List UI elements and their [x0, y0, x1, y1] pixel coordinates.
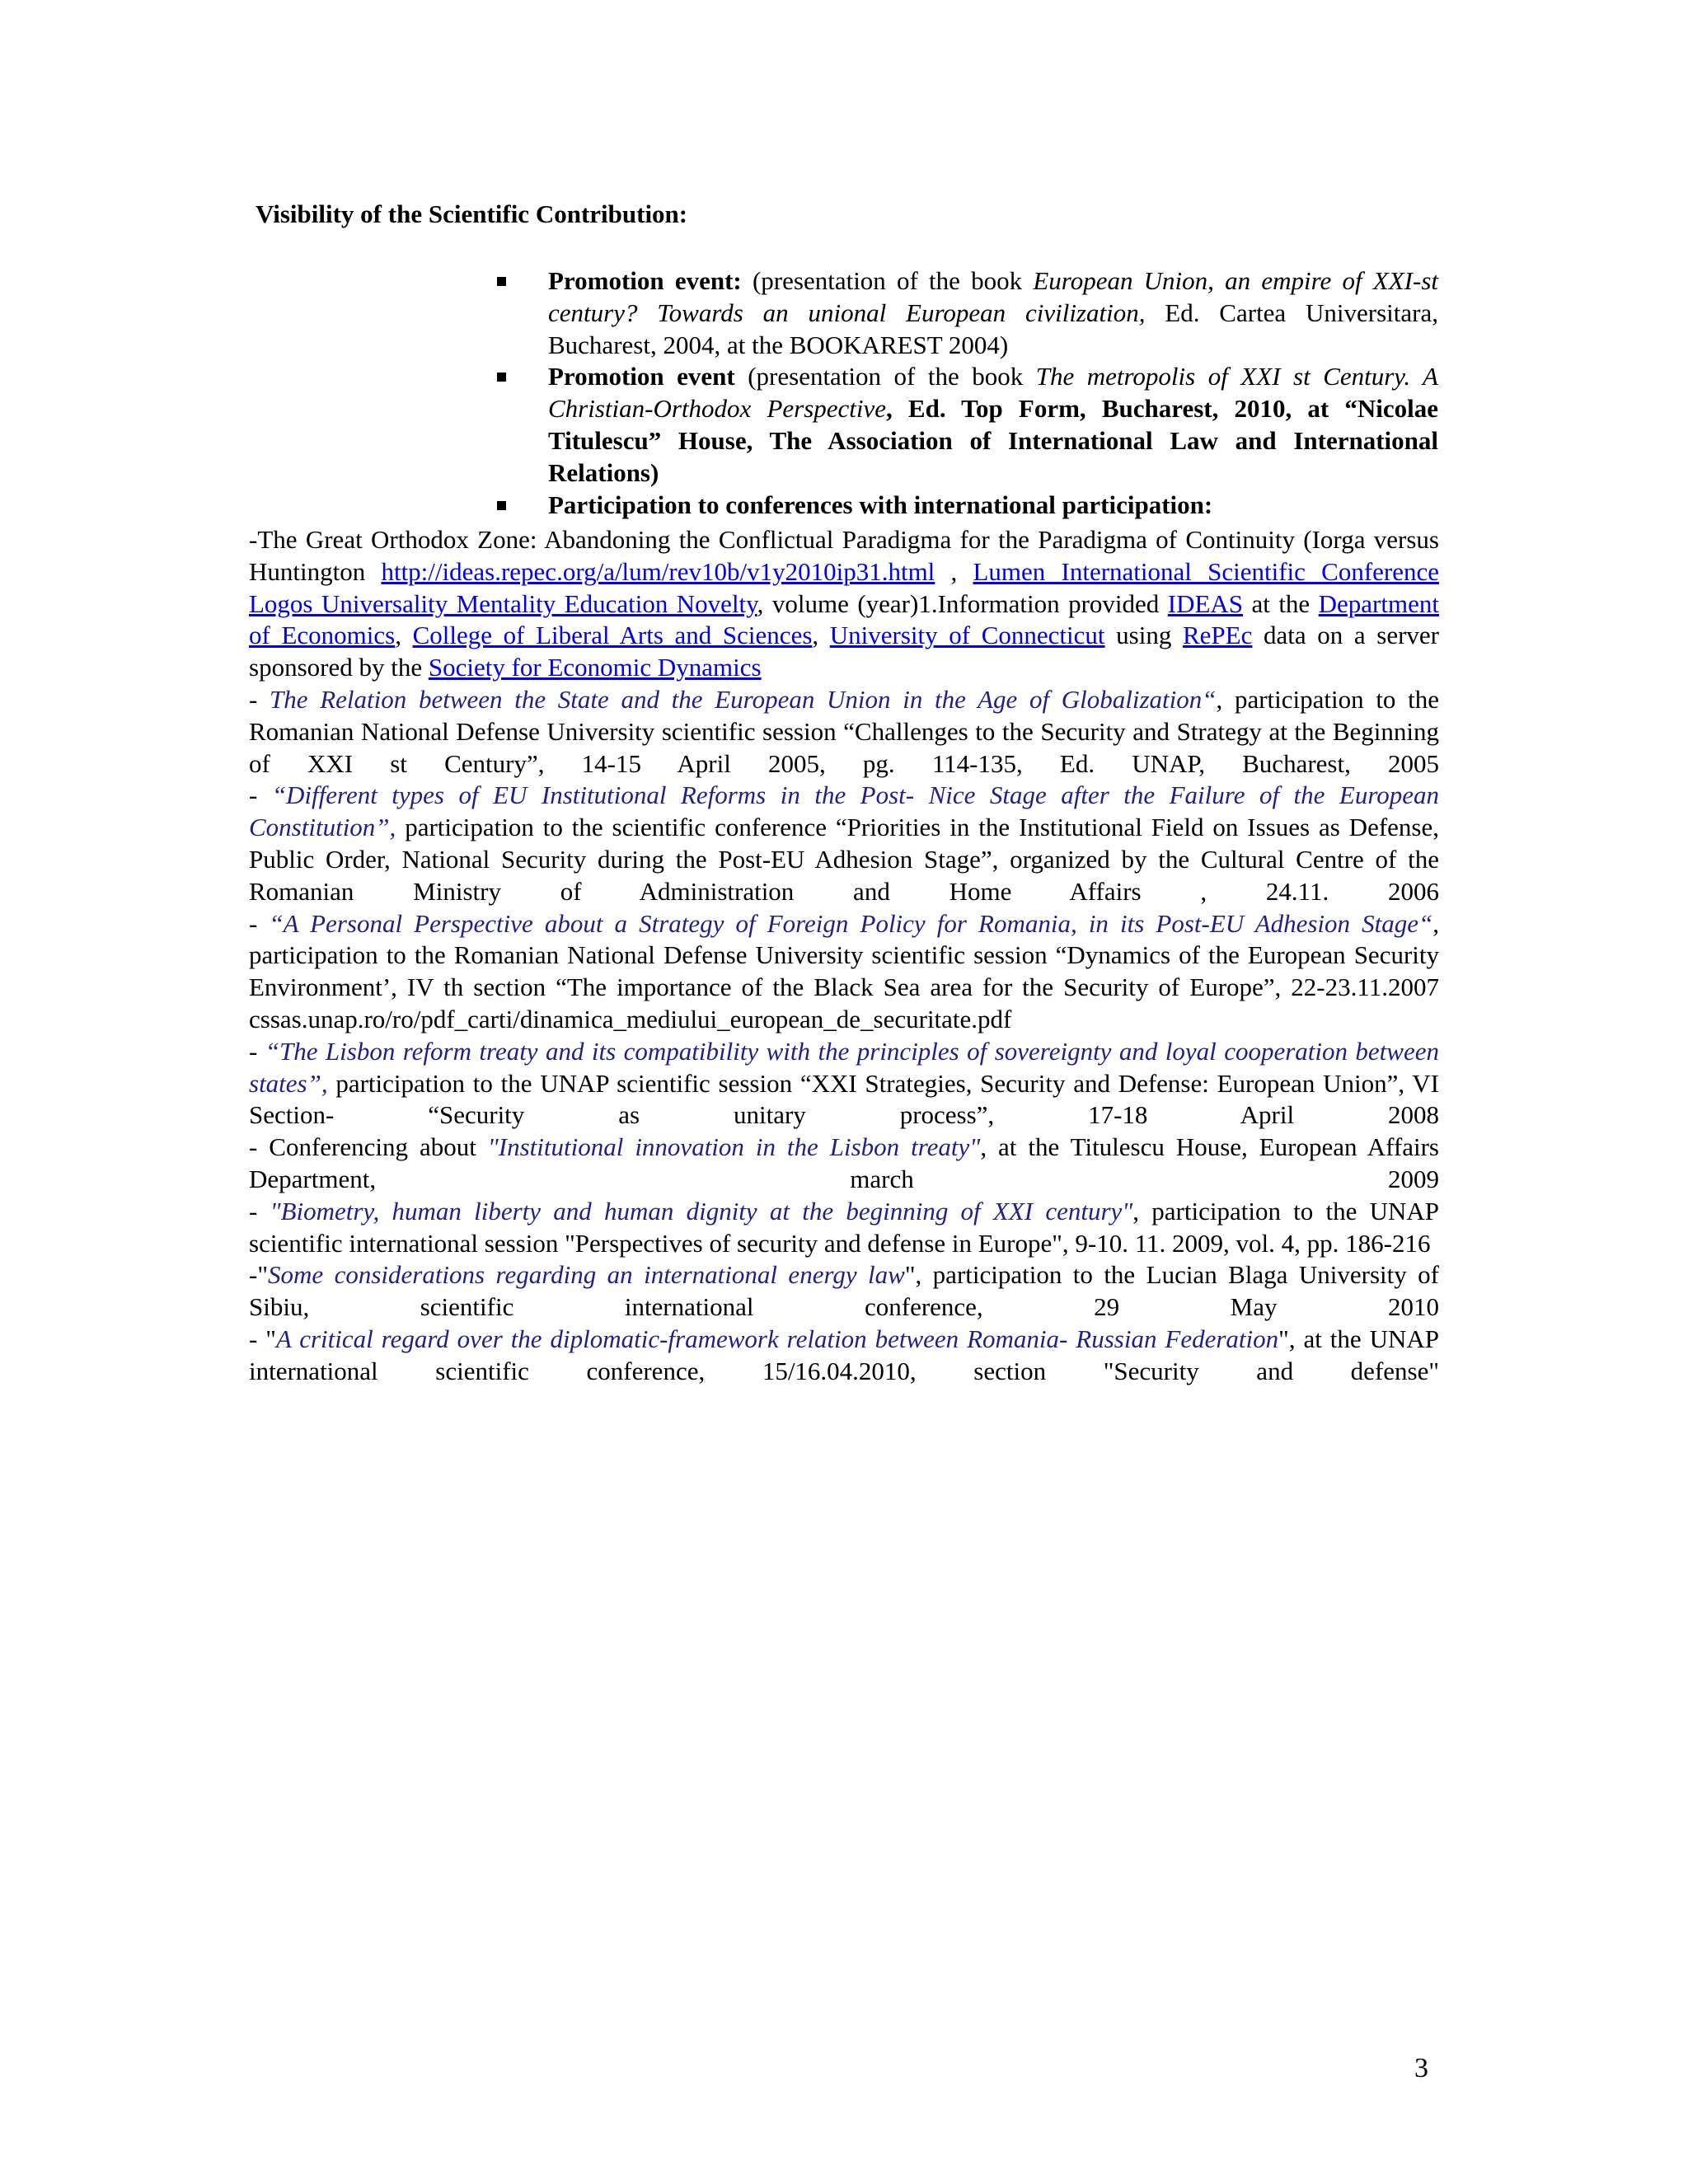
bullet-lead: Promotion event	[548, 362, 735, 391]
entry-text: -	[249, 908, 270, 938]
entry-lisbon-reform-treaty	[249, 1036, 1439, 1132]
entry-text: ,	[812, 621, 830, 650]
department-economics-link[interactable]: Department of Economics	[249, 588, 1439, 650]
bullet-text: Ed. Cartea Universitara, Bucharest, 2004, at the BOOKAREST 2004)	[548, 298, 1438, 359]
entry-text: using	[1104, 621, 1183, 650]
entry-text: -	[249, 780, 272, 810]
entry-title: "Biometry, human liberty and human dignity at the beginning of XXI century"	[270, 1196, 1133, 1226]
repec-article-link[interactable]: http://ideas.repec.org/a/lum/rev10b/v1y2010ip31.html	[381, 556, 935, 586]
book-title: The metropolis of XXI st Century. A Christian-Orthodox Perspective	[548, 362, 1438, 424]
entry-text: -	[249, 1196, 270, 1226]
entry-text: -The Great Orthodox Zone: Abandoning the Conflictual Paradigma for the Paradigma of Continuity (Iorga versus Huntington	[249, 525, 1439, 586]
entry-text: ,	[395, 621, 413, 650]
entry-text: ", at the UNAP international scientific conference, 15/16.04.2010, section "Security and defense"	[249, 1324, 1439, 1385]
entry-title: Some considerations regarding an international energy law	[267, 1260, 905, 1290]
entry-title: A critical regard over the diplomatic-framework relation between Romania- Russian Federation	[275, 1324, 1279, 1353]
bullet-lead: Promotion event:	[548, 266, 742, 295]
bullet-text: (presentation of the book	[734, 362, 1036, 391]
entry-text: , participation to the Romanian National Defense University scientific session “Challenges to the Security and Strategy at the Beginning of XXI st Century”, 14-15 April 2005, pg. 114-135, Ed. UNAP, Bucharest, 2005	[249, 684, 1440, 778]
entry-text: ,	[935, 556, 973, 586]
bullet-text: (presentation of the book	[741, 266, 1034, 295]
bullet-bold-text: , Ed. Top Form, Bucharest, 2010, at “Nicolae Titulescu” House, The Association of International Law and International Relations)	[548, 394, 1438, 487]
section-heading: Visibility of the Scientific Contribution:	[256, 199, 688, 228]
entry-text: - "	[249, 1324, 276, 1353]
entry-title: “The Lisbon reform treaty and its compatibility with the principles of sovereignty and loyal cooperation between states”,	[249, 1036, 1439, 1098]
entry-title: "Institutional innovation in the Lisbon treaty"	[487, 1132, 981, 1162]
entry-text: , participation to the UNAP scientific international session "Perspectives of security and defense in Europe", 9-10. 11. 2009, vol. 4, pp. 186-216	[249, 1196, 1440, 1258]
bullet-item-conferences	[497, 490, 1438, 522]
entry-text: participation to the scientific conference “Priorities in the Institutional Field on Issues as Defense, Public Order, National Security during the Post-EU Adhesion Stage”, organized by the Cultural Centre of the Romanian Ministry of Administration and Home Affairs , 24.11. 2006	[249, 813, 1439, 906]
college-link[interactable]: College of Liberal Arts and Sciences	[412, 621, 813, 650]
square-bullet-icon	[497, 373, 506, 382]
society-economic-dynamics-link[interactable]: Society for Economic Dynamics	[428, 653, 762, 682]
entry-text: data on a server sponsored by the	[249, 621, 1440, 682]
ideas-link[interactable]: IDEAS	[1167, 588, 1244, 618]
entry-text: -"	[249, 1260, 268, 1290]
square-bullet-icon	[497, 277, 506, 286]
entry-institutional-innovation	[249, 1132, 1439, 1196]
entry-great-orthodox-zone	[249, 524, 1439, 684]
entry-text: , participation to the Romanian National Defense University scientific session “Dynamics of the European Security Environment’, IV th section “The importance of the Black Sea area for the Security of Europe”, 22-23.11.2007 cssas.unap.ro/ro/pdf_carti/dinamica_mediului_european_de_securitate.pdf	[249, 908, 1439, 1033]
entry-title: The Relation between the State and the European Union in the Age of Globalization“	[270, 684, 1217, 714]
entry-text: participation to the UNAP scientific session “XXI Strategies, Security and Defense: European Union”, VI Section- “Security as unitary process”, 17-18 April 2008	[249, 1068, 1439, 1130]
entry-energy-law	[249, 1259, 1439, 1324]
entry-title: “A Personal Perspective about a Strategy of Foreign Policy for Romania, in its Post-EU Adhesion Stage“	[269, 908, 1433, 938]
entry-text: ", participation to the Lucian Blaga University of Sibiu, scientific international conference, 29 May 2010	[249, 1260, 1439, 1322]
entry-title: “Different types of EU Institutional Reforms in the Post- Nice Stage after the Failure of the European Constitution”,	[249, 780, 1439, 842]
entry-state-eu-relation	[249, 684, 1439, 780]
entry-text: - Conferencing about	[249, 1132, 488, 1162]
book-title: European Union, an empire of XXI-st century? Towards an unional European civilization,	[548, 266, 1438, 327]
entry-foreign-policy-strategy	[249, 908, 1439, 1036]
conference-entries	[249, 524, 1439, 1388]
entry-text: , volume (year)1.Information provided	[757, 588, 1168, 618]
repec-link[interactable]: RePEc	[1182, 621, 1253, 650]
entry-romania-russia-relation	[249, 1324, 1439, 1388]
entry-text: , at the Titulescu House, European Affairs Department, march 2009	[249, 1132, 1439, 1193]
page-number: 3	[1414, 2053, 1428, 2083]
lumen-conference-link[interactable]: Lumen International Scientific Conference Logos Universality Mentality Education Novelty	[249, 556, 1440, 618]
entry-eu-institutional-reforms	[249, 780, 1439, 907]
entry-text: -	[249, 1036, 265, 1066]
bullet-list	[497, 265, 1438, 521]
bullet-item-promotion-event-1	[497, 265, 1438, 361]
entry-text: at the	[1243, 588, 1319, 618]
square-bullet-icon	[497, 501, 506, 510]
bullet-item-promotion-event-2	[497, 361, 1438, 489]
entry-text: -	[249, 684, 270, 714]
entry-biometry	[249, 1196, 1439, 1260]
bullet-lead: Participation to conferences with international participation:	[548, 490, 1213, 519]
university-connecticut-link[interactable]: University of Connecticut	[829, 621, 1105, 650]
